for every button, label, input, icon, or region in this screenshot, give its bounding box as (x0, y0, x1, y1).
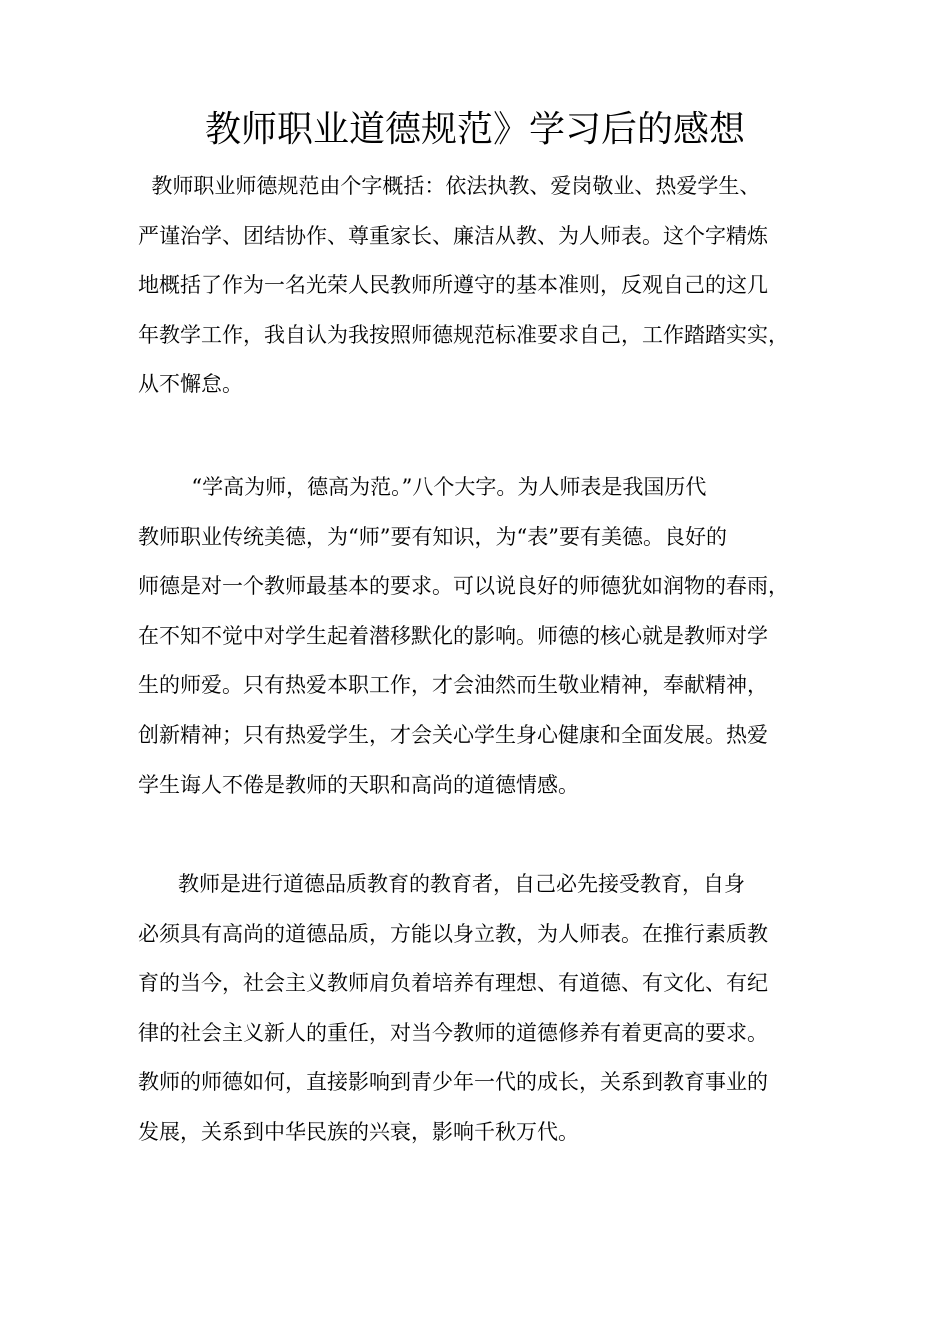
paragraph-2 (138, 463, 828, 810)
paragraph-line: 师德是对一个教师最基本的要求。可以说良好的师德犹如润物的春雨， (138, 574, 789, 599)
paragraph-line: 育的当今，社会主义教师肩负着培养有理想、有道德、有文化、有纪 (138, 971, 768, 996)
paragraph-line: 教师是进行道德品质教育的教育者，自己必先接受教育，自身 (138, 872, 746, 896)
paragraph-line: 发展，关系到中华民族的兴衰，影响千秋万代。 (138, 1119, 579, 1144)
paragraph-line: 生的师爱。只有热爱本职工作，才会油然而生敬业精神，奉献精神， (138, 673, 768, 698)
paragraph-1 (138, 162, 828, 410)
paragraph-line: 教师职业师德规范由个字概括：依法执教、爱岗敬业、热爱学生、 (138, 174, 761, 198)
paragraph-line: 地概括了作为一名光荣人民教师所遵守的基本准则，反观自己的这几 (138, 273, 768, 298)
paragraph-line: 必须具有高尚的道德品质，方能以身立教，为人师表。在推行素质教 (138, 921, 768, 946)
paragraph-line: 教师职业传统美德，为“师”要有知识，为“表”要有美德。良好的 (138, 524, 727, 549)
paragraph-3 (138, 860, 828, 1158)
paragraph-line: 在不知不觉中对学生起着潜移默化的影响。师德的核心就是教师对学 (138, 623, 768, 648)
paragraph-line: 教师的师德如何，直接影响到青少年一代的成长，关系到教育事业的 (138, 1070, 768, 1095)
paragraph-line: 创新精神；只有热爱学生，才会关心学生身心健康和全面发展。热爱 (138, 722, 768, 747)
paragraph-line: 从不懈怠。 (138, 372, 243, 397)
paragraph-line: 学生诲人不倦是教师的天职和高尚的道德情感。 (138, 772, 579, 797)
paragraph-line: “学高为师，德高为范。”八个大字。为人师表是我国历代 (138, 475, 707, 499)
paragraph-line: 年教学工作，我自认为我按照师德规范标准要求自己，工作踏踏实实， (138, 322, 789, 347)
document-title: 教师职业道德规范》学习后的感想 (204, 109, 745, 150)
paragraph-line: 律的社会主义新人的重任，对当今教师的道德修养有着更高的要求。 (138, 1020, 768, 1045)
paragraph-line: 严谨治学、团结协作、尊重家长、廉洁从教、为人师表。这个字精炼 (138, 223, 768, 248)
